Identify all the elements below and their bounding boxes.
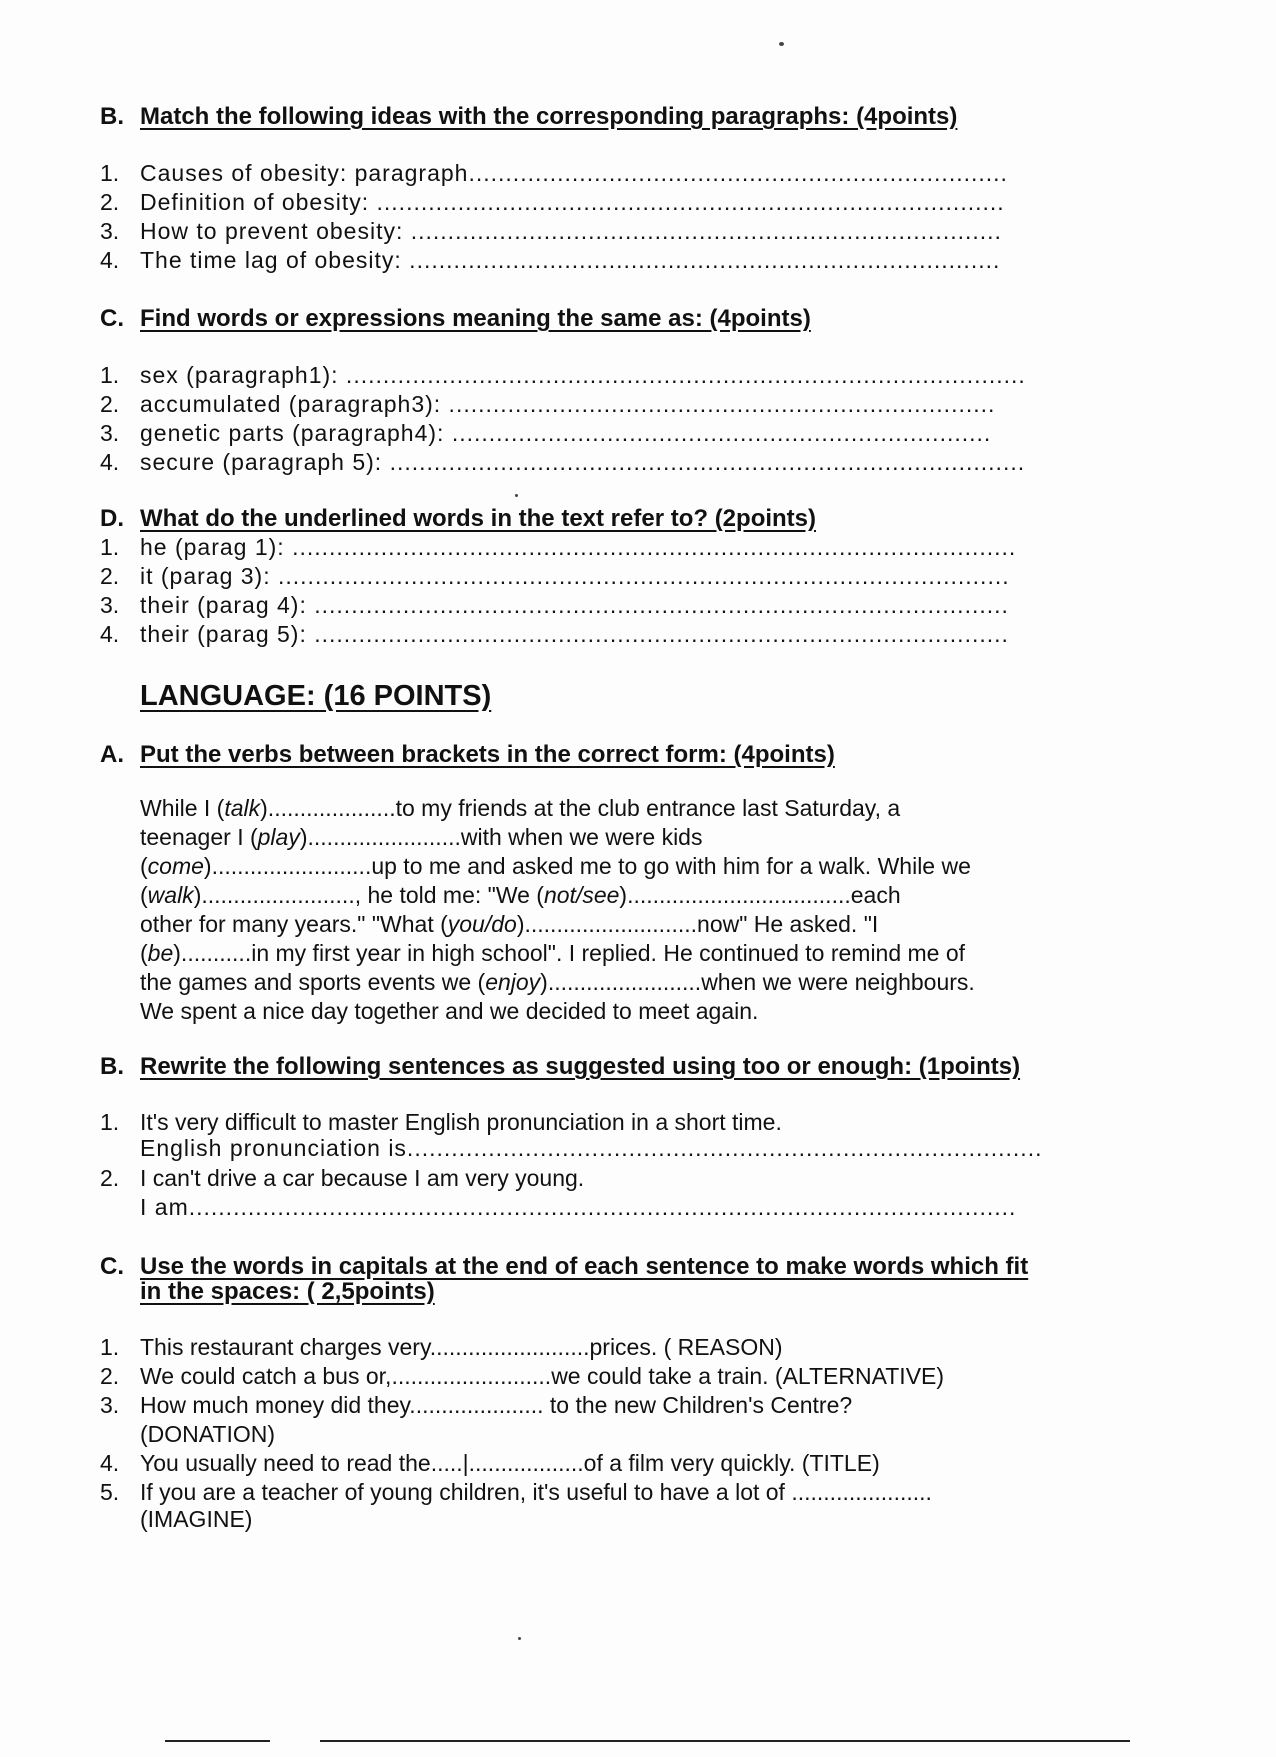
item-number: 1. (100, 1109, 120, 1135)
item-number: 1. (100, 160, 120, 186)
item-text: their (parag 5): .............................................................................................. (140, 621, 1009, 647)
section-title: Find words or expressions meaning the same as: (4points) (140, 305, 811, 332)
section-title: in the spaces: ( 2,5points) (140, 1278, 435, 1305)
paragraph-line: teenager I (play)........................with when we were kids (140, 824, 703, 850)
list-item (100, 390, 995, 418)
section-letter: C. (100, 305, 124, 332)
item-number: 4. (100, 1450, 120, 1476)
item-text: he (parag 1): .................................................................................................. (140, 534, 1017, 560)
list-item (100, 620, 1009, 648)
item-text: I can't drive a car because I am very young. (140, 1165, 585, 1191)
section-title: Use the words in capitals at the end of each sentence to make words which fit (140, 1253, 1029, 1280)
item-text: We could catch a bus or,.........................we could take a train. (ALTERNATIVE) (140, 1363, 945, 1389)
item-text: their (parag 4): .............................................................................................. (140, 592, 1009, 618)
list-item (100, 159, 1008, 187)
list-item (100, 188, 1005, 216)
scan-speck (518, 1637, 521, 1640)
item-continuation: (DONATION) (140, 1421, 276, 1447)
item-text: How to prevent obesity: ................................................................................ (140, 218, 1002, 244)
scan-speck (515, 494, 518, 497)
list-item (100, 1108, 782, 1136)
item-text: Causes of obesity: paragraph......................................................................... (140, 160, 1008, 186)
section-title: Match the following ideas with the corresponding paragraphs: (4points) (140, 103, 958, 130)
item-number: 1. (100, 534, 120, 560)
list-item (100, 1478, 932, 1506)
item-text: accumulated (paragraph3): .......................................................................... (140, 391, 996, 417)
section-title: Rewrite the following sentences as suggested using too or enough: (1points) (140, 1053, 1021, 1080)
section-title: Put the verbs between brackets in the correct form: (4points) (140, 741, 835, 768)
item-number: 4. (100, 449, 120, 475)
section-letter: C. (100, 1253, 124, 1280)
list-item (100, 1391, 852, 1419)
item-continuation: (IMAGINE) (140, 1506, 253, 1532)
bottom-rule-right (320, 1740, 1130, 1742)
language-b-heading (100, 1053, 1020, 1081)
item-number: 4. (100, 247, 120, 273)
list-item (100, 562, 1010, 590)
language-a-heading (100, 741, 835, 769)
scan-speck (779, 42, 784, 46)
section-b-heading (100, 103, 957, 131)
paragraph-line: We spent a nice day together and we decided to meet again. (140, 998, 759, 1024)
section-letter: B. (100, 1053, 124, 1080)
item-number: 2. (100, 563, 120, 589)
list-item (100, 1333, 782, 1361)
paragraph-line: (be)...........in my first year in high school". I replied. He continued to remind me of (140, 940, 966, 966)
item-text: it (parag 3): ................................................................................................... (140, 563, 1010, 589)
list-item (100, 1362, 944, 1390)
section-c-heading (100, 305, 811, 333)
paragraph-line: other for many years." "What (you/do)...........................now" He asked. "I (140, 911, 879, 937)
item-text: genetic parts (paragraph4): ......................................................................... (140, 420, 992, 446)
list-item (100, 361, 1026, 389)
answer-line: English pronunciation is...................................................................................... (140, 1135, 1043, 1161)
item-text: sex (paragraph1): ............................................................................................ (140, 362, 1026, 388)
answer-line: I am................................................................................................................ (140, 1194, 1017, 1220)
paragraph-line: (walk)........................, he told me: "We (not/see)...................................each (140, 882, 901, 908)
item-number: 3. (100, 420, 120, 446)
item-text: You usually need to read the.....|..................of a film very quickly. (TITLE) (140, 1450, 880, 1476)
list-item (100, 1164, 584, 1192)
item-text: How much money did they..................... to the new Children's Centre? (140, 1392, 853, 1418)
language-c-heading (100, 1253, 1028, 1281)
section-letter: B. (100, 103, 124, 130)
item-number: 2. (100, 189, 120, 215)
item-number: 3. (100, 1392, 120, 1418)
item-number: 2. (100, 1363, 120, 1389)
item-text: The time lag of obesity: ................................................................................ (140, 247, 1001, 273)
list-item (100, 591, 1009, 619)
section-letter: A. (100, 741, 124, 768)
item-number: 1. (100, 362, 120, 388)
item-number: 3. (100, 218, 120, 244)
paragraph-line: the games and sports events we (enjoy)........................when we were neighbours. (140, 969, 975, 995)
list-item (100, 533, 1016, 561)
language-title: LANGUAGE: (16 POINTS) (140, 680, 492, 712)
list-item (100, 1449, 880, 1477)
item-number: 4. (100, 621, 120, 647)
list-item (100, 246, 1000, 274)
section-title: What do the underlined words in the text refer to? (2points) (140, 505, 817, 532)
item-number: 1. (100, 1334, 120, 1360)
list-item (100, 419, 991, 447)
item-text: If you are a teacher of young children, it's useful to have a lot of ...................... (140, 1479, 932, 1505)
item-text: It's very difficult to master English pronunciation in a short time. (140, 1109, 782, 1135)
item-text: Definition of obesity: ..................................................................................... (140, 189, 1005, 215)
item-number: 2. (100, 391, 120, 417)
item-text: This restaurant charges very.........................prices. ( REASON) (140, 1334, 783, 1360)
item-text: secure (paragraph 5): ...................................................................................... (140, 449, 1026, 475)
section-d-heading (100, 505, 816, 533)
verb-paragraph (140, 794, 1100, 1026)
section-letter: D. (100, 505, 124, 532)
paragraph-line: While I (talk)....................to my friends at the club entrance last Saturday, a (140, 795, 901, 821)
list-item (100, 448, 1025, 476)
language-c-heading-cont (140, 1278, 435, 1306)
item-number: 5. (100, 1479, 120, 1505)
paragraph-line: (come).........................up to me and asked me to go with him for a walk. While we (140, 853, 971, 879)
item-number: 3. (100, 592, 120, 618)
list-item (100, 217, 1002, 245)
bottom-rule-left (165, 1740, 270, 1742)
item-number: 2. (100, 1165, 120, 1191)
